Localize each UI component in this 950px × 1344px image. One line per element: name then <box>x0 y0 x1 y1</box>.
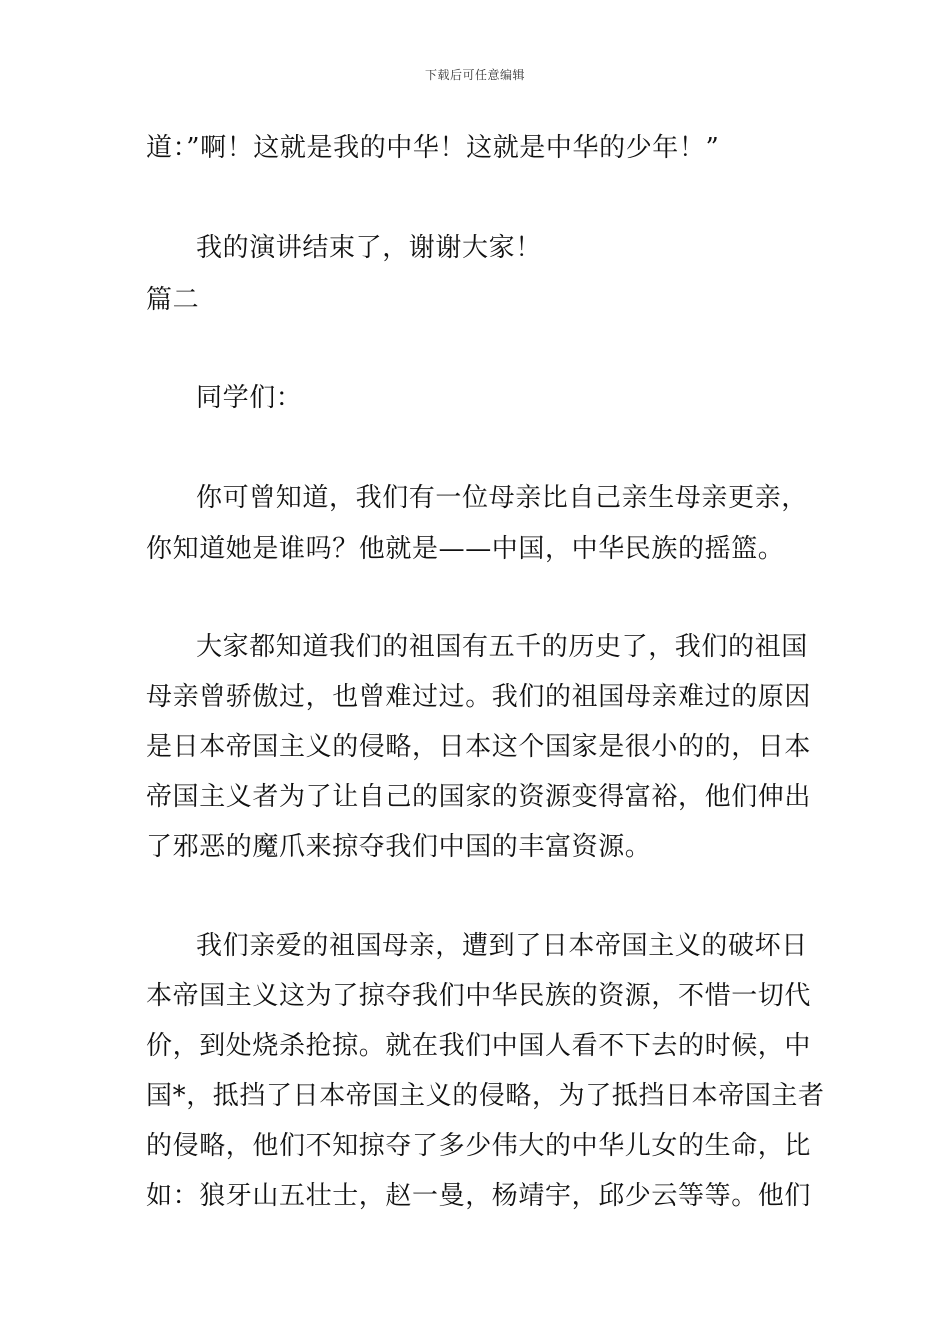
text-line: 是日本帝国主义的侵略，日本这个国家是很小的的，日本 <box>146 732 812 762</box>
text-line: 价，到处烧杀抢掠。就在我们中国人看不下去的时候，中 <box>146 1031 812 1061</box>
text-line: 本帝国主义这为了掠夺我们中华民族的资源，不惜一切代 <box>146 981 812 1011</box>
text-line: 的侵略，他们不知掠夺了多少伟大的中华儿女的生命，比 <box>146 1131 812 1161</box>
section-heading: 篇二 <box>146 285 200 315</box>
text-line: 道：”啊！这就是我的中华！这就是中华的少年！” <box>146 133 720 163</box>
text-line: 我的演讲结束了，谢谢大家！ <box>196 233 542 263</box>
text-line: 帝国主义者为了让自己的国家的资源变得富裕，他们伸出 <box>146 782 812 812</box>
text-line: 同学们： <box>196 383 303 413</box>
text-line: 你可曾知道，我们有一位母亲比自己亲生母亲更亲， <box>196 483 808 513</box>
text-line: 国*，抵挡了日本帝国主义的侵略，为了抵挡日本帝国主者 <box>146 1081 825 1111</box>
text-line: 了邪恶的魔爪来掠夺我们中国的丰富资源。 <box>146 832 652 862</box>
text-line: 母亲曾骄傲过，也曾难过过。我们的祖国母亲难过的原因 <box>146 682 812 712</box>
text-line: 你知道她是谁吗？他就是——中国，中华民族的摇篮。 <box>146 534 785 564</box>
text-line: 如：狼牙山五壮士，赵一曼，杨靖宇，邱少云等等。他们 <box>146 1181 812 1211</box>
page-header: 下载后可任意编辑 <box>424 68 525 82</box>
text-line: 大家都知道我们的祖国有五千的历史了，我们的祖国 <box>196 632 808 662</box>
text-line: 我们亲爱的祖国母亲，遭到了日本帝国主义的破坏日 <box>196 931 808 961</box>
